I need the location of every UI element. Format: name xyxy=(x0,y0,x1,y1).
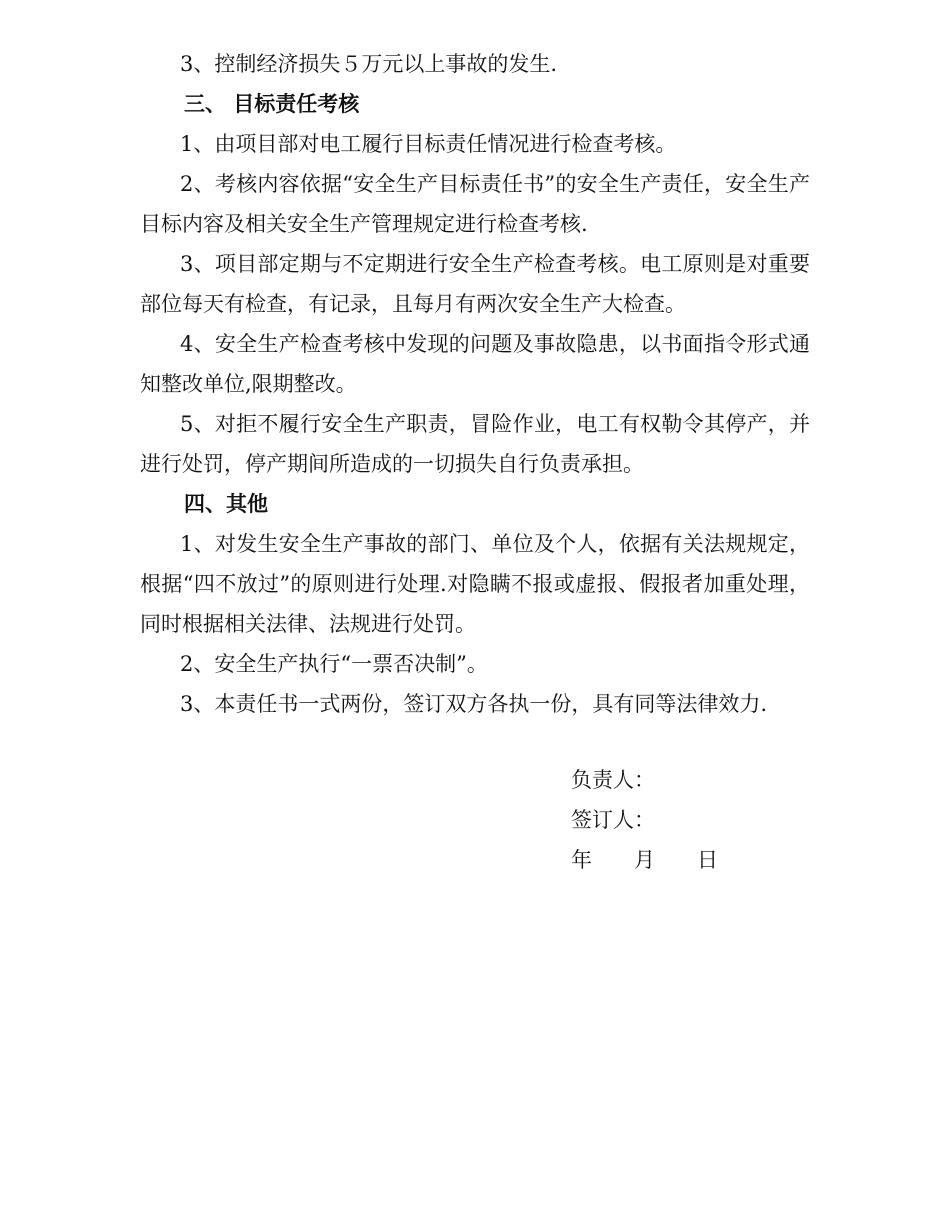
paragraph-item-3-inspection: 3、项目部定期与不定期进行安全生产检查考核。电工原则是对重要部位每天有检查，有记录，且每月有两次安全生产大检查。 xyxy=(140,252,810,316)
signer-label: 签订人： xyxy=(571,808,655,832)
paragraph-item-2-content: 2、考核内容依据“安全生产目标责任书”的安全生产责任，安全生产目标内容及相关安全生产管理规定进行检查考核. xyxy=(140,172,810,236)
date-label: 年 月 日 xyxy=(571,848,718,872)
document-body xyxy=(140,44,810,724)
paragraph-item-3-copies: 3、本责任书一式两份，签订双方各执一份，具有同等法律效力. xyxy=(180,692,768,716)
section-heading-4: 四、其他 xyxy=(184,492,268,516)
paragraph-item-2-veto: 2、安全生产执行“一票否决制”。 xyxy=(180,652,488,676)
responsible-person-label: 负责人： xyxy=(571,768,655,792)
section-heading-3: 三、 目标责任考核 xyxy=(184,92,360,116)
paragraph-item-3-loss: 3、控制经济损失５万元以上事故的发生. xyxy=(180,52,558,76)
paragraph-item-1-accident: 1、对发生安全生产事故的部门、单位及个人，依据有关法规规定，根据“四不放过”的原则进行处理.对隐瞒不报或虚报、假报者加重处理，同时根据相关法律、法规进行处罚。 xyxy=(140,532,810,636)
paragraph-item-1-check: 1、由项目部对电工履行目标责任情况进行检查考核。 xyxy=(180,132,677,156)
signature-block xyxy=(571,760,718,880)
paragraph-item-5-penalty: 5、对拒不履行安全生产职责，冒险作业，电工有权勒令其停产，并进行处罚，停产期间所造成的一切损失自行负责承担。 xyxy=(140,412,810,476)
paragraph-item-4-hazards: 4、安全生产检查考核中发现的问题及事故隐患，以书面指令形式通知整改单位,限期整改。 xyxy=(140,332,810,396)
